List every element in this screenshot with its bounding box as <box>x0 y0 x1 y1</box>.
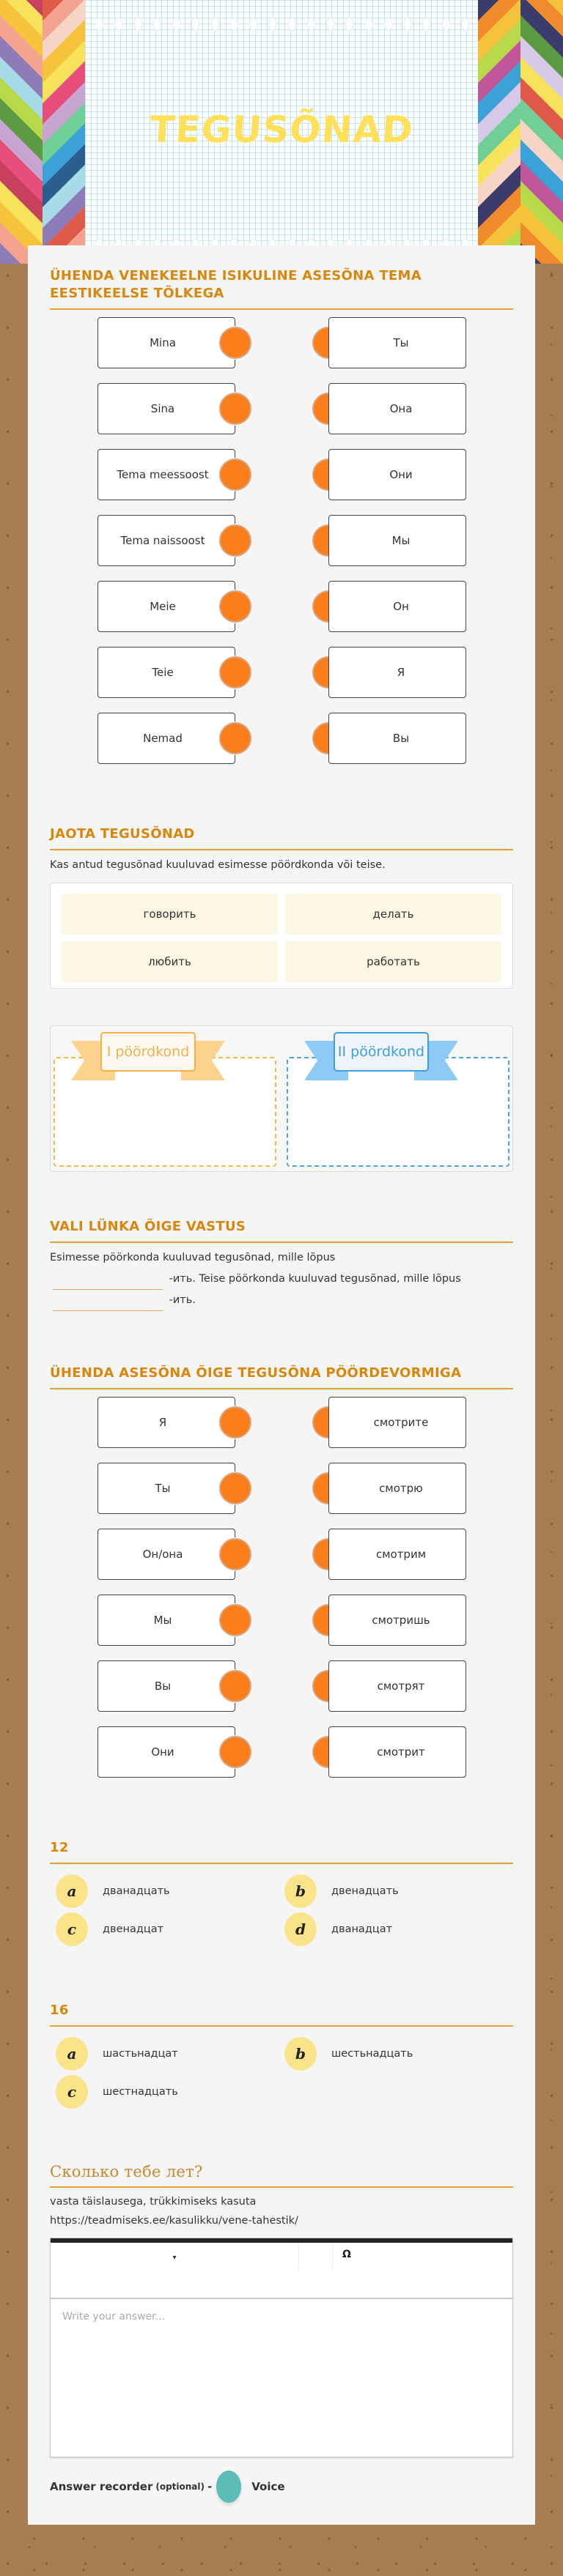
connector-dot[interactable] <box>219 1472 251 1504</box>
draggable-verb[interactable]: говорить <box>62 894 278 935</box>
match-row <box>50 1595 513 1660</box>
match-row <box>50 1463 513 1529</box>
connector-dot[interactable] <box>219 1406 251 1439</box>
section-title: 12 <box>50 1839 513 1864</box>
match-row <box>50 1726 513 1792</box>
bucket-label: II pöördkond <box>334 1032 429 1072</box>
match-right-item[interactable]: Он <box>328 581 466 632</box>
option-letter-bubble: c <box>56 2075 88 2109</box>
sort-section <box>50 825 513 989</box>
option-letter-bubble: a <box>56 1874 88 1908</box>
match-left-item[interactable]: Teie <box>97 647 235 698</box>
option-letter-bubble: c <box>56 1912 88 1946</box>
match-right-item[interactable]: Вы <box>328 713 466 764</box>
page-title: TEGUSÕNAD <box>148 108 415 151</box>
sort-item-pool <box>50 883 513 989</box>
match-left-item[interactable]: Я <box>97 1397 235 1448</box>
match-right-item[interactable]: Мы <box>328 515 466 566</box>
connector-dot[interactable] <box>219 656 251 688</box>
connector-dot[interactable] <box>219 1736 251 1768</box>
connector-dot[interactable] <box>219 524 251 557</box>
blank-input-2[interactable] <box>53 1295 163 1311</box>
match-left-item[interactable]: Tema naissoost <box>97 515 235 566</box>
mcq-options <box>50 2037 513 2109</box>
connector-dot[interactable] <box>219 327 251 359</box>
match-right-item[interactable]: смотрит <box>328 1726 466 1778</box>
section-description: Kas antud tegusõnad kuuluvad esimesse pöördkonda või teise. <box>50 859 386 871</box>
section-description: vasta täislausega, trükkimiseks kasuta https://teadmiseks.ee/kasulikku/vene-tahestik/ <box>50 2196 298 2227</box>
mcq-option[interactable]: a шастьнадцат <box>56 2037 284 2071</box>
connector-dot[interactable] <box>219 393 251 425</box>
mcq-options <box>50 1874 513 1946</box>
mcq-option[interactable]: b двенадцать <box>284 1874 513 1908</box>
match-row <box>50 1397 513 1463</box>
match-right-item[interactable]: Она <box>328 383 466 434</box>
match-left-item[interactable]: Tema meessoost <box>97 449 235 500</box>
match-section-1 <box>50 267 513 779</box>
match-right-item[interactable]: смотрим <box>328 1529 466 1580</box>
match-right-item[interactable]: смотрите <box>328 1397 466 1448</box>
section-title: Сколько тебе лет? <box>50 2163 513 2188</box>
section-title: ÜHENDA VENEKEELNE ISIKULINE ASESÕNA TEMA EESTIKEELSE TÕLKEGA <box>50 267 513 310</box>
match-right-item[interactable]: Ты <box>328 317 466 368</box>
format-dropdown[interactable] <box>51 2243 298 2272</box>
rich-text-editor <box>50 2238 513 2457</box>
spiral-holes-top <box>95 18 469 31</box>
match-right-item[interactable]: Они <box>328 449 466 500</box>
mcq-option[interactable]: a дванадцать <box>56 1874 284 1908</box>
mcq-option[interactable]: c шестнадцать <box>56 2075 284 2109</box>
option-letter-bubble: d <box>284 1912 317 1946</box>
sort-buckets <box>50 1025 513 1172</box>
mcq-section-16 <box>50 2002 513 2109</box>
mcq-section-12 <box>50 1839 513 1946</box>
draggable-verb[interactable]: делать <box>285 894 501 935</box>
match-left-item[interactable]: Nemad <box>97 713 235 764</box>
match-section-2 <box>50 1365 513 1792</box>
match-left-item[interactable]: Ты <box>97 1463 235 1514</box>
blank-input-1[interactable] <box>53 1274 163 1290</box>
connector-dot[interactable] <box>219 1538 251 1570</box>
connector-dot[interactable] <box>219 590 251 623</box>
match-rows <box>50 317 513 779</box>
match-left-item[interactable]: Они <box>97 1726 235 1778</box>
mcq-option[interactable]: c двенадцат <box>56 1912 284 1946</box>
bucket-label-ribbon <box>71 1032 225 1080</box>
record-voice-button[interactable] <box>216 2471 241 2503</box>
bucket-label-ribbon <box>304 1032 458 1080</box>
match-right-item[interactable]: Я <box>328 647 466 698</box>
connector-dot[interactable] <box>219 1670 251 1702</box>
match-row <box>50 581 513 647</box>
special-character-icon[interactable]: Ω <box>342 2249 351 2260</box>
connector-dot[interactable] <box>219 722 251 754</box>
section-title: ÜHENDA ASESÕNA ÕIGE TEGUSÕNA PÖÖRDEVORMIGA <box>50 1365 513 1389</box>
editor-toolbar <box>51 2243 512 2299</box>
match-row <box>50 713 513 779</box>
match-row <box>50 383 513 449</box>
header-banner <box>0 0 563 264</box>
alphabet-link: https://teadmiseks.ee/kasulikku/vene-tahestik/ <box>50 2215 298 2227</box>
match-rows <box>50 1397 513 1792</box>
answer-textarea[interactable] <box>51 2299 512 2457</box>
chevron-down-icon: ▾ <box>172 2253 177 2262</box>
match-left-item[interactable]: Sina <box>97 383 235 434</box>
fill-blank-text: Esimesse pöörkonda kuuluvad tegusõnad, mille lõpus -ить. Teise pöörkonda kuuluvad tegusõnad, mille lõpus -ить. <box>50 1247 513 1311</box>
bucket-label: I pöördkond <box>100 1032 196 1072</box>
section-title: 16 <box>50 2002 513 2027</box>
match-row <box>50 1529 513 1595</box>
mcq-option[interactable]: d дванадцат <box>284 1912 513 1946</box>
match-left-item[interactable]: Он/она <box>97 1529 235 1580</box>
match-left-item[interactable]: Meie <box>97 581 235 632</box>
draggable-verb[interactable]: любить <box>62 941 278 982</box>
match-right-item[interactable]: смотришь <box>328 1595 466 1646</box>
match-left-item[interactable]: Мы <box>97 1595 235 1646</box>
match-row <box>50 515 513 581</box>
match-row <box>50 1660 513 1726</box>
match-right-item[interactable]: смотрю <box>328 1463 466 1514</box>
section-title: VALI LÜNKA ÕIGE VASTUS <box>50 1218 513 1243</box>
match-row <box>50 317 513 383</box>
draggable-verb[interactable]: работать <box>285 941 501 982</box>
voice-label: Voice <box>251 2480 285 2493</box>
fill-blank-section <box>50 1218 513 1311</box>
section-title: JAOTA TEGUSÕNAD <box>50 825 513 850</box>
match-left-item[interactable]: Mina <box>97 317 235 368</box>
option-letter-bubble: a <box>56 2037 88 2071</box>
open-answer-section <box>50 2163 513 2503</box>
match-left-item[interactable]: Вы <box>97 1660 235 1712</box>
match-right-item[interactable]: смотрят <box>328 1660 466 1712</box>
connector-dot[interactable] <box>219 1604 251 1636</box>
match-row <box>50 647 513 713</box>
option-letter-bubble: b <box>284 2037 317 2071</box>
connector-dot[interactable] <box>219 459 251 491</box>
answer-recorder: Answer recorder (optional) - Voice <box>50 2471 513 2503</box>
match-row <box>50 449 513 515</box>
worksheet-panel <box>28 245 535 2525</box>
option-letter-bubble: b <box>284 1874 317 1908</box>
mcq-option[interactable]: b шестьнадцать <box>284 2037 513 2071</box>
